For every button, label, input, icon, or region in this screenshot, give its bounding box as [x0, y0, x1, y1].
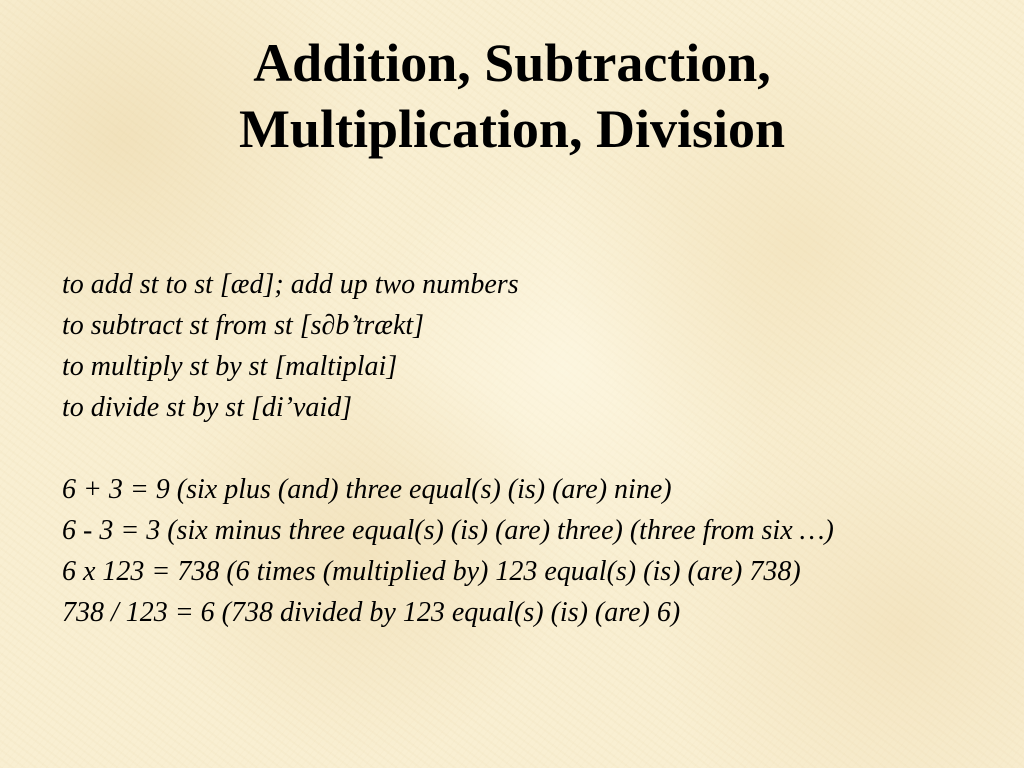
- example-addition: 6 + 3 = 9 (six plus (and) three equal(s) (is) (are) nine): [62, 474, 672, 505]
- paragraph-spacer: [62, 428, 972, 469]
- example-multiplication: 6 x 123 = 738 (6 times (multiplied by) 123 equal(s) (is) (are) 738): [62, 556, 801, 587]
- vocab-subtract: to subtract st from st [s∂b’trækt]: [62, 310, 425, 341]
- vocab-divide: to divide st by st [di’vaid]: [62, 392, 353, 423]
- example-division: 738 / 123 = 6 (738 divided by 123 equal(s) (is) (are) 6): [62, 597, 681, 628]
- vocab-add: to add st to st [æd]; add up two numbers: [62, 269, 519, 300]
- slide-body: [62, 264, 972, 633]
- vocab-multiply: to multiply st by st [maltiplai]: [62, 351, 398, 382]
- slide-title-line-1: Addition, Subtraction,: [253, 33, 771, 93]
- slide-title: [0, 30, 1024, 162]
- slide-title-line-2: Multiplication, Division: [238, 99, 786, 159]
- example-subtraction: 6 - 3 = 3 (six minus three equal(s) (is) (are) three) (three from six …): [62, 515, 834, 546]
